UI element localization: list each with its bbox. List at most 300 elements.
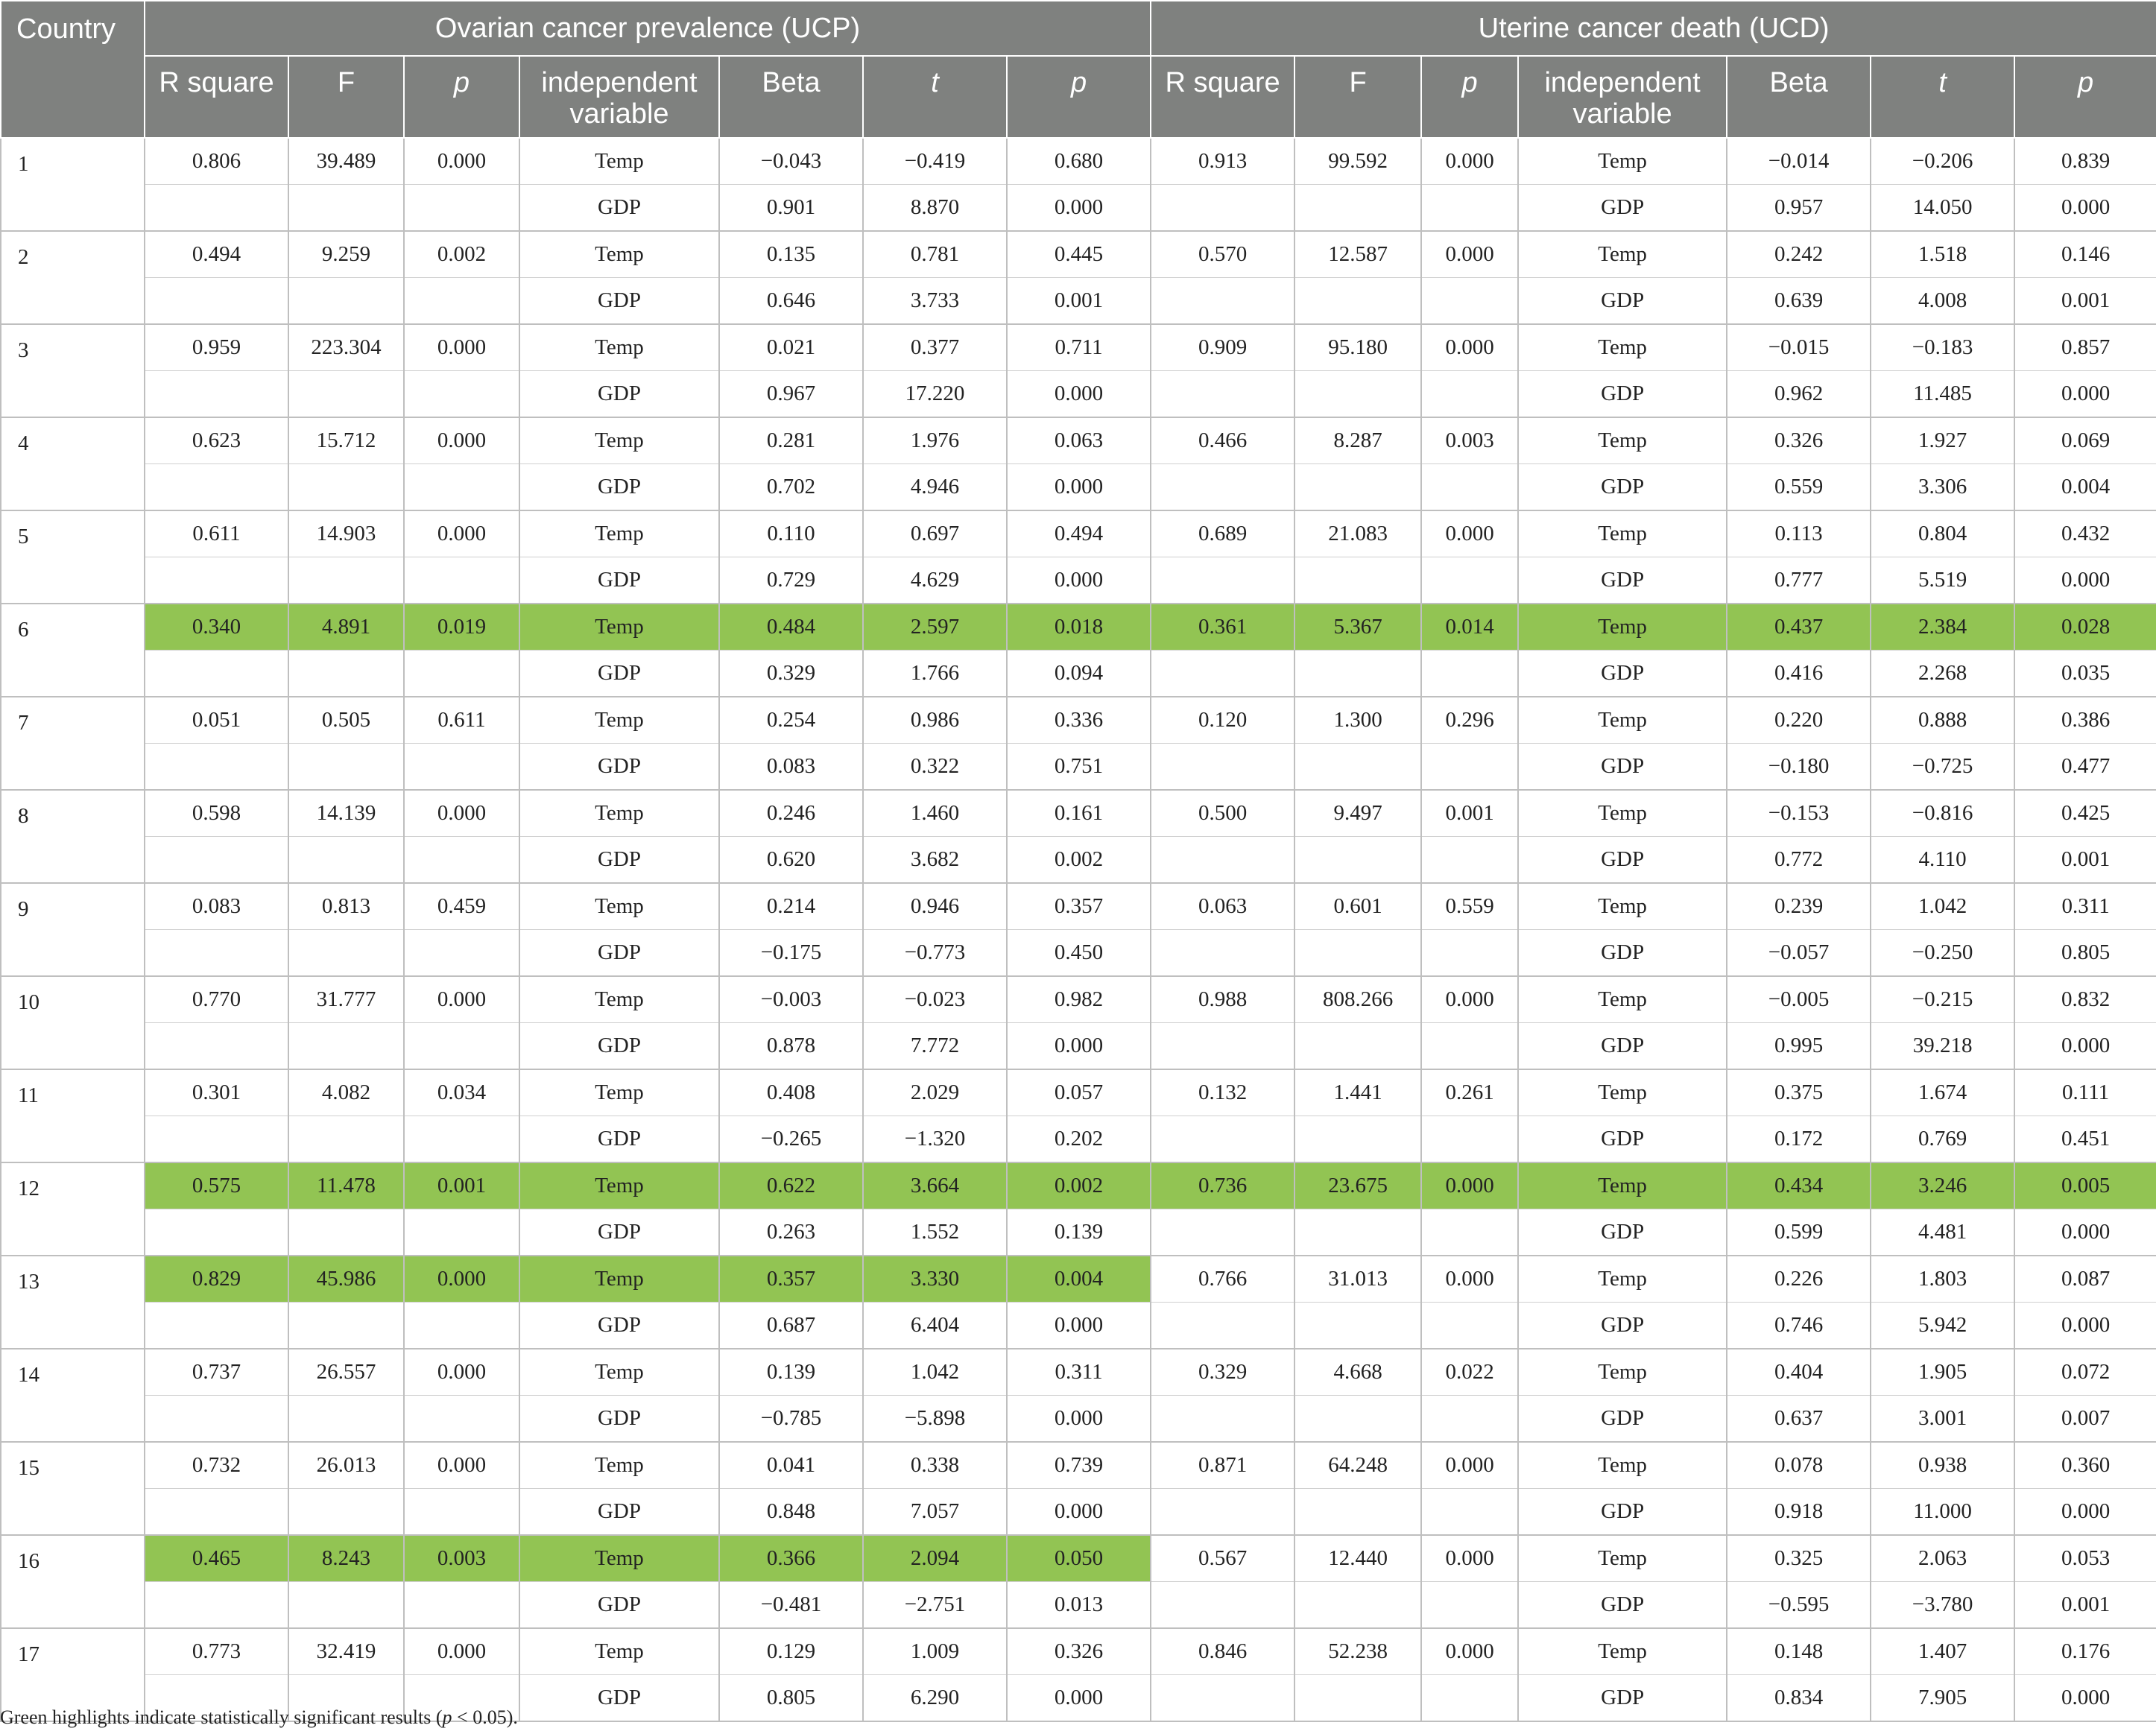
ucd-f-cell: 5.367 — [1294, 604, 1421, 651]
ucd-beta-cell: 0.434 — [1727, 1162, 1871, 1209]
ucp-coef-p-cell: 0.002 — [1007, 1162, 1151, 1209]
ucd-independent-variable-cell: GDP — [1518, 744, 1727, 791]
ucp-model-p-cell — [404, 1303, 519, 1349]
ucd-coef-p-cell: 0.432 — [2014, 510, 2156, 557]
ucp-f-cell — [288, 1582, 404, 1629]
ucd-model-p-cell — [1421, 1023, 1518, 1070]
ucp-beta-cell: 0.729 — [719, 557, 863, 604]
ucd-r-square-cell — [1151, 1209, 1294, 1256]
ucp-independent-variable-cell: Temp — [519, 976, 719, 1023]
ucp-t-cell: 3.330 — [863, 1256, 1007, 1303]
ucp-independent-variable-cell: Temp — [519, 1162, 719, 1209]
col-header-t: t — [1871, 56, 2014, 138]
ucd-coef-p-cell: 0.425 — [2014, 790, 2156, 837]
ucp-t-cell: 6.290 — [863, 1675, 1007, 1722]
ucp-coef-p-cell: 0.000 — [1007, 185, 1151, 232]
ucd-beta-cell: 0.226 — [1727, 1256, 1871, 1303]
ucd-f-cell: 52.238 — [1294, 1628, 1421, 1675]
ucd-f-cell: 9.497 — [1294, 790, 1421, 837]
ucd-independent-variable-cell: GDP — [1518, 651, 1727, 697]
ucp-model-p-cell — [404, 1209, 519, 1256]
ucd-model-p-cell — [1421, 371, 1518, 418]
ucp-r-square-cell — [145, 1209, 288, 1256]
ucd-coef-p-cell: 0.000 — [2014, 1675, 2156, 1722]
ucp-coef-p-cell: 0.311 — [1007, 1349, 1151, 1396]
ucd-coef-p-cell: 0.832 — [2014, 976, 2156, 1023]
ucp-beta-cell: 0.901 — [719, 185, 863, 232]
ucd-t-cell: 1.927 — [1871, 417, 2014, 464]
ucd-r-square-cell — [1151, 1303, 1294, 1349]
country-cell: 2 — [1, 231, 145, 324]
ucd-coef-p-cell: 0.000 — [2014, 1303, 2156, 1349]
ucd-model-p-cell — [1421, 557, 1518, 604]
ucd-independent-variable-cell: Temp — [1518, 1535, 1727, 1582]
ucp-t-cell: 1.460 — [863, 790, 1007, 837]
ucd-beta-cell: 0.326 — [1727, 417, 1871, 464]
ucp-r-square-cell: 0.732 — [145, 1442, 288, 1489]
ucp-t-cell: 1.009 — [863, 1628, 1007, 1675]
ucd-independent-variable-cell: GDP — [1518, 1116, 1727, 1163]
ucd-r-square-cell: 0.329 — [1151, 1349, 1294, 1396]
ucp-coef-p-cell: 0.139 — [1007, 1209, 1151, 1256]
ucp-beta-cell: 0.357 — [719, 1256, 863, 1303]
ucd-independent-variable-cell: GDP — [1518, 1023, 1727, 1070]
ucp-independent-variable-cell: GDP — [519, 371, 719, 418]
ucp-coef-p-cell: 0.004 — [1007, 1256, 1151, 1303]
ucd-f-cell: 1.441 — [1294, 1069, 1421, 1116]
ucp-independent-variable-cell: Temp — [519, 790, 719, 837]
ucp-independent-variable-cell: Temp — [519, 138, 719, 185]
ucd-beta-cell: 0.639 — [1727, 278, 1871, 325]
ucp-r-square-cell: 0.737 — [145, 1349, 288, 1396]
ucp-model-p-cell — [404, 557, 519, 604]
ucd-r-square-cell — [1151, 1116, 1294, 1163]
ucp-model-p-cell — [404, 278, 519, 325]
ucd-coef-p-cell: 0.087 — [2014, 1256, 2156, 1303]
ucd-coef-p-cell: 0.805 — [2014, 930, 2156, 977]
ucp-independent-variable-cell: GDP — [519, 651, 719, 697]
country-cell: 5 — [1, 510, 145, 604]
ucp-beta-cell: −0.265 — [719, 1116, 863, 1163]
ucd-t-cell: 3.246 — [1871, 1162, 2014, 1209]
ucp-f-cell — [288, 464, 404, 511]
ucp-t-cell: 1.042 — [863, 1349, 1007, 1396]
ucp-independent-variable-cell: GDP — [519, 1023, 719, 1070]
ucp-f-cell: 4.891 — [288, 604, 404, 651]
ucd-beta-cell: 0.957 — [1727, 185, 1871, 232]
ucd-coef-p-cell: 0.000 — [2014, 371, 2156, 418]
ucp-coef-p-cell: 0.357 — [1007, 883, 1151, 930]
ucp-beta-cell: 0.083 — [719, 744, 863, 791]
ucp-coef-p-cell: 0.711 — [1007, 324, 1151, 371]
ucp-t-cell: 1.976 — [863, 417, 1007, 464]
group-header-ucp: Ovarian cancer prevalence (UCP) — [145, 1, 1151, 56]
ucd-r-square-cell — [1151, 185, 1294, 232]
country-cell: 4 — [1, 417, 145, 510]
ucp-beta-cell: 0.110 — [719, 510, 863, 557]
table-row — [1, 1349, 2156, 1396]
ucd-r-square-cell — [1151, 1582, 1294, 1629]
ucp-independent-variable-cell: GDP — [519, 930, 719, 977]
ucp-r-square-cell — [145, 278, 288, 325]
ucp-model-p-cell: 0.459 — [404, 883, 519, 930]
ucp-f-cell — [288, 557, 404, 604]
ucp-model-p-cell — [404, 1023, 519, 1070]
country-cell: 11 — [1, 1069, 145, 1162]
ucd-model-p-cell: 0.000 — [1421, 1535, 1518, 1582]
ucp-model-p-cell: 0.611 — [404, 697, 519, 744]
country-cell: 6 — [1, 604, 145, 697]
ucd-t-cell: 1.674 — [1871, 1069, 2014, 1116]
ucp-beta-cell: 0.214 — [719, 883, 863, 930]
ucp-beta-cell: 0.702 — [719, 464, 863, 511]
ucp-independent-variable-cell: Temp — [519, 324, 719, 371]
ucd-beta-cell: 0.242 — [1727, 231, 1871, 278]
ucp-independent-variable-cell: Temp — [519, 231, 719, 278]
ucp-model-p-cell — [404, 464, 519, 511]
ucp-t-cell: 2.029 — [863, 1069, 1007, 1116]
ucd-r-square-cell: 0.913 — [1151, 138, 1294, 185]
ucp-model-p-cell: 0.034 — [404, 1069, 519, 1116]
ucp-model-p-cell — [404, 185, 519, 232]
ucd-beta-cell: 0.172 — [1727, 1116, 1871, 1163]
ucd-t-cell: 14.050 — [1871, 185, 2014, 232]
ucp-model-p-cell: 0.000 — [404, 976, 519, 1023]
ucd-f-cell — [1294, 185, 1421, 232]
ucd-model-p-cell: 0.000 — [1421, 1162, 1518, 1209]
table-row — [1, 417, 2156, 464]
ucd-model-p-cell — [1421, 1582, 1518, 1629]
ucp-f-cell: 15.712 — [288, 417, 404, 464]
table-body — [1, 138, 2156, 1721]
ucp-model-p-cell — [404, 371, 519, 418]
country-cell: 12 — [1, 1162, 145, 1256]
ucd-f-cell — [1294, 1675, 1421, 1722]
ucp-t-cell: −2.751 — [863, 1582, 1007, 1629]
ucp-beta-cell: −0.175 — [719, 930, 863, 977]
ucp-t-cell: −0.773 — [863, 930, 1007, 977]
ucd-model-p-cell: 0.296 — [1421, 697, 1518, 744]
ucp-f-cell: 14.903 — [288, 510, 404, 557]
ucd-t-cell: 1.803 — [1871, 1256, 2014, 1303]
ucd-beta-cell: 0.220 — [1727, 697, 1871, 744]
ucp-beta-cell: 0.281 — [719, 417, 863, 464]
table-row — [1, 138, 2156, 185]
ucd-independent-variable-cell: GDP — [1518, 1489, 1727, 1536]
ucp-f-cell — [288, 1209, 404, 1256]
ucd-model-p-cell — [1421, 185, 1518, 232]
ucd-f-cell — [1294, 837, 1421, 884]
ucd-t-cell: 0.804 — [1871, 510, 2014, 557]
ucp-f-cell — [288, 371, 404, 418]
ucd-independent-variable-cell: GDP — [1518, 557, 1727, 604]
ucp-r-square-cell: 0.494 — [145, 231, 288, 278]
ucd-model-p-cell: 0.000 — [1421, 1442, 1518, 1489]
ucd-beta-cell: −0.005 — [1727, 976, 1871, 1023]
ucd-f-cell — [1294, 651, 1421, 697]
ucd-model-p-cell — [1421, 278, 1518, 325]
ucp-model-p-cell — [404, 651, 519, 697]
ucd-t-cell: 2.063 — [1871, 1535, 2014, 1582]
table-row — [1, 1256, 2156, 1303]
ucd-coef-p-cell: 0.028 — [2014, 604, 2156, 651]
ucd-coef-p-cell: 0.007 — [2014, 1396, 2156, 1443]
ucd-t-cell: 11.000 — [1871, 1489, 2014, 1536]
ucp-coef-p-cell: 0.000 — [1007, 1023, 1151, 1070]
ucp-r-square-cell — [145, 1023, 288, 1070]
ucp-f-cell — [288, 1489, 404, 1536]
col-header-beta: Beta — [719, 56, 863, 138]
ucd-coef-p-cell: 0.857 — [2014, 324, 2156, 371]
table-header — [1, 1, 2156, 138]
ucd-independent-variable-cell: GDP — [1518, 1209, 1727, 1256]
ucd-model-p-cell: 0.000 — [1421, 1628, 1518, 1675]
ucd-model-p-cell: 0.000 — [1421, 1256, 1518, 1303]
ucd-r-square-cell: 0.570 — [1151, 231, 1294, 278]
ucp-coef-p-cell: 0.202 — [1007, 1116, 1151, 1163]
ucd-r-square-cell — [1151, 464, 1294, 511]
ucd-f-cell: 99.592 — [1294, 138, 1421, 185]
ucp-r-square-cell: 0.083 — [145, 883, 288, 930]
ucd-beta-cell: 0.772 — [1727, 837, 1871, 884]
ucd-model-p-cell: 0.261 — [1421, 1069, 1518, 1116]
ucp-model-p-cell — [404, 1116, 519, 1163]
ucp-f-cell — [288, 744, 404, 791]
ucp-model-p-cell: 0.000 — [404, 1628, 519, 1675]
ucp-f-cell — [288, 1396, 404, 1443]
ucp-f-cell: 39.489 — [288, 138, 404, 185]
ucd-beta-cell: 0.239 — [1727, 883, 1871, 930]
ucp-r-square-cell: 0.301 — [145, 1069, 288, 1116]
table-row — [1, 1442, 2156, 1489]
ucd-independent-variable-cell: Temp — [1518, 417, 1727, 464]
ucp-independent-variable-cell: GDP — [519, 464, 719, 511]
ucp-model-p-cell — [404, 1582, 519, 1629]
ucp-t-cell: 7.057 — [863, 1489, 1007, 1536]
ucd-beta-cell: −0.180 — [1727, 744, 1871, 791]
group-header-ucd: Uterine cancer death (UCD) — [1151, 1, 2156, 56]
ucp-model-p-cell — [404, 930, 519, 977]
ucp-independent-variable-cell: GDP — [519, 185, 719, 232]
ucp-independent-variable-cell: GDP — [519, 1582, 719, 1629]
col-header-independent-variable: independent variable — [1518, 56, 1727, 138]
ucd-r-square-cell — [1151, 1675, 1294, 1722]
ucd-r-square-cell — [1151, 557, 1294, 604]
col-header-f: F — [288, 56, 404, 138]
ucd-beta-cell: 0.325 — [1727, 1535, 1871, 1582]
ucp-r-square-cell: 0.611 — [145, 510, 288, 557]
ucd-model-p-cell: 0.001 — [1421, 790, 1518, 837]
ucp-t-cell: 3.682 — [863, 837, 1007, 884]
table-row — [1, 1069, 2156, 1116]
ucp-beta-cell: 0.254 — [719, 697, 863, 744]
table-row — [1, 1489, 2156, 1536]
ucd-r-square-cell: 0.063 — [1151, 883, 1294, 930]
ucp-independent-variable-cell: GDP — [519, 1209, 719, 1256]
ucd-r-square-cell: 0.361 — [1151, 604, 1294, 651]
table-row — [1, 1582, 2156, 1629]
ucd-coef-p-cell: 0.000 — [2014, 557, 2156, 604]
ucp-beta-cell: 0.687 — [719, 1303, 863, 1349]
table-row — [1, 278, 2156, 325]
ucd-beta-cell: 0.962 — [1727, 371, 1871, 418]
ucp-f-cell — [288, 1116, 404, 1163]
ucp-beta-cell: 0.408 — [719, 1069, 863, 1116]
ucd-r-square-cell: 0.766 — [1151, 1256, 1294, 1303]
ucp-coef-p-cell: 0.000 — [1007, 557, 1151, 604]
ucp-coef-p-cell: 0.450 — [1007, 930, 1151, 977]
table-row — [1, 371, 2156, 418]
ucp-f-cell: 0.813 — [288, 883, 404, 930]
ucd-f-cell — [1294, 371, 1421, 418]
ucd-t-cell: 1.905 — [1871, 1349, 2014, 1396]
ucp-coef-p-cell: 0.161 — [1007, 790, 1151, 837]
ucp-coef-p-cell: 0.000 — [1007, 464, 1151, 511]
ucd-independent-variable-cell: GDP — [1518, 464, 1727, 511]
table-row — [1, 1162, 2156, 1209]
ucd-beta-cell: 0.599 — [1727, 1209, 1871, 1256]
ucp-model-p-cell: 0.000 — [404, 1256, 519, 1303]
ucp-beta-cell: −0.003 — [719, 976, 863, 1023]
ucp-t-cell: −1.320 — [863, 1116, 1007, 1163]
col-header-p: p — [1421, 56, 1518, 138]
ucd-t-cell: 3.306 — [1871, 464, 2014, 511]
ucp-f-cell: 26.013 — [288, 1442, 404, 1489]
ucd-independent-variable-cell: Temp — [1518, 604, 1727, 651]
ucd-model-p-cell: 0.014 — [1421, 604, 1518, 651]
ucp-t-cell: 0.697 — [863, 510, 1007, 557]
ucp-t-cell: 0.781 — [863, 231, 1007, 278]
ucd-beta-cell: 0.078 — [1727, 1442, 1871, 1489]
table-row — [1, 837, 2156, 884]
ucd-independent-variable-cell: GDP — [1518, 1675, 1727, 1722]
ucp-independent-variable-cell: Temp — [519, 1349, 719, 1396]
ucp-f-cell — [288, 930, 404, 977]
ucp-coef-p-cell: 0.982 — [1007, 976, 1151, 1023]
ucp-model-p-cell: 0.000 — [404, 138, 519, 185]
ucd-independent-variable-cell: Temp — [1518, 1442, 1727, 1489]
ucd-f-cell — [1294, 1023, 1421, 1070]
ucd-independent-variable-cell: Temp — [1518, 1256, 1727, 1303]
ucd-coef-p-cell: 0.000 — [2014, 185, 2156, 232]
ucp-coef-p-cell: 0.094 — [1007, 651, 1151, 697]
table-row — [1, 651, 2156, 697]
ucd-f-cell — [1294, 1303, 1421, 1349]
ucd-independent-variable-cell: GDP — [1518, 837, 1727, 884]
ucd-r-square-cell: 0.132 — [1151, 1069, 1294, 1116]
ucd-independent-variable-cell: Temp — [1518, 1162, 1727, 1209]
country-cell: 10 — [1, 976, 145, 1069]
ucd-independent-variable-cell: GDP — [1518, 371, 1727, 418]
ucd-t-cell: 0.938 — [1871, 1442, 2014, 1489]
ucp-beta-cell: 0.041 — [719, 1442, 863, 1489]
ucd-f-cell: 4.668 — [1294, 1349, 1421, 1396]
ucp-model-p-cell: 0.000 — [404, 324, 519, 371]
ucd-coef-p-cell: 0.146 — [2014, 231, 2156, 278]
ucp-coef-p-cell: 0.326 — [1007, 1628, 1151, 1675]
ucd-r-square-cell: 0.120 — [1151, 697, 1294, 744]
ucp-t-cell: 6.404 — [863, 1303, 1007, 1349]
ucp-independent-variable-cell: Temp — [519, 1256, 719, 1303]
ucd-f-cell — [1294, 464, 1421, 511]
ucp-beta-cell: 0.967 — [719, 371, 863, 418]
ucd-coef-p-cell: 0.069 — [2014, 417, 2156, 464]
ucp-coef-p-cell: 0.001 — [1007, 278, 1151, 325]
table-row — [1, 1303, 2156, 1349]
ucd-f-cell: 64.248 — [1294, 1442, 1421, 1489]
ucd-beta-cell: 0.148 — [1727, 1628, 1871, 1675]
ucp-r-square-cell — [145, 1489, 288, 1536]
ucp-beta-cell: −0.043 — [719, 138, 863, 185]
ucd-coef-p-cell: 0.311 — [2014, 883, 2156, 930]
ucp-independent-variable-cell: Temp — [519, 604, 719, 651]
ucd-beta-cell: 0.416 — [1727, 651, 1871, 697]
ucp-independent-variable-cell: GDP — [519, 1303, 719, 1349]
ucd-r-square-cell — [1151, 278, 1294, 325]
ucp-t-cell: 0.338 — [863, 1442, 1007, 1489]
table-row — [1, 464, 2156, 511]
ucp-t-cell: 0.946 — [863, 883, 1007, 930]
ucp-r-square-cell: 0.770 — [145, 976, 288, 1023]
ucp-independent-variable-cell: Temp — [519, 697, 719, 744]
ucp-independent-variable-cell: GDP — [519, 1396, 719, 1443]
ucp-f-cell: 0.505 — [288, 697, 404, 744]
ucd-independent-variable-cell: Temp — [1518, 976, 1727, 1023]
ucd-f-cell: 12.440 — [1294, 1535, 1421, 1582]
ucp-r-square-cell — [145, 1303, 288, 1349]
country-cell: 17 — [1, 1628, 145, 1721]
ucd-beta-cell: −0.595 — [1727, 1582, 1871, 1629]
ucp-model-p-cell: 0.000 — [404, 790, 519, 837]
country-cell: 15 — [1, 1442, 145, 1535]
ucp-model-p-cell: 0.000 — [404, 510, 519, 557]
table-row — [1, 604, 2156, 651]
ucp-f-cell: 8.243 — [288, 1535, 404, 1582]
ucp-model-p-cell — [404, 1396, 519, 1443]
table-row — [1, 1396, 2156, 1443]
ucd-f-cell — [1294, 278, 1421, 325]
ucp-independent-variable-cell: Temp — [519, 1069, 719, 1116]
ucp-beta-cell: 0.135 — [719, 231, 863, 278]
ucp-f-cell: 223.304 — [288, 324, 404, 371]
ucp-t-cell: −5.898 — [863, 1396, 1007, 1443]
ucp-model-p-cell: 0.000 — [404, 1442, 519, 1489]
ucp-r-square-cell — [145, 371, 288, 418]
ucd-t-cell: −0.183 — [1871, 324, 2014, 371]
ucd-f-cell: 23.675 — [1294, 1162, 1421, 1209]
ucd-t-cell: 3.001 — [1871, 1396, 2014, 1443]
ucd-t-cell: 39.218 — [1871, 1023, 2014, 1070]
ucp-r-square-cell: 0.051 — [145, 697, 288, 744]
ucp-r-square-cell: 0.623 — [145, 417, 288, 464]
ucp-t-cell: 0.322 — [863, 744, 1007, 791]
ucd-independent-variable-cell: Temp — [1518, 790, 1727, 837]
ucp-coef-p-cell: 0.018 — [1007, 604, 1151, 651]
col-header-p: p — [404, 56, 519, 138]
footnote-suffix: < 0.05). — [452, 1706, 518, 1728]
ucp-t-cell: 2.597 — [863, 604, 1007, 651]
ucp-t-cell: 0.377 — [863, 324, 1007, 371]
ucp-r-square-cell: 0.340 — [145, 604, 288, 651]
ucp-t-cell: −0.023 — [863, 976, 1007, 1023]
ucd-coef-p-cell: 0.000 — [2014, 1209, 2156, 1256]
ucd-r-square-cell — [1151, 1396, 1294, 1443]
ucd-t-cell: −0.725 — [1871, 744, 2014, 791]
ucd-model-p-cell: 0.000 — [1421, 231, 1518, 278]
ucp-coef-p-cell: 0.494 — [1007, 510, 1151, 557]
ucd-beta-cell: −0.014 — [1727, 138, 1871, 185]
ucd-independent-variable-cell: GDP — [1518, 1303, 1727, 1349]
